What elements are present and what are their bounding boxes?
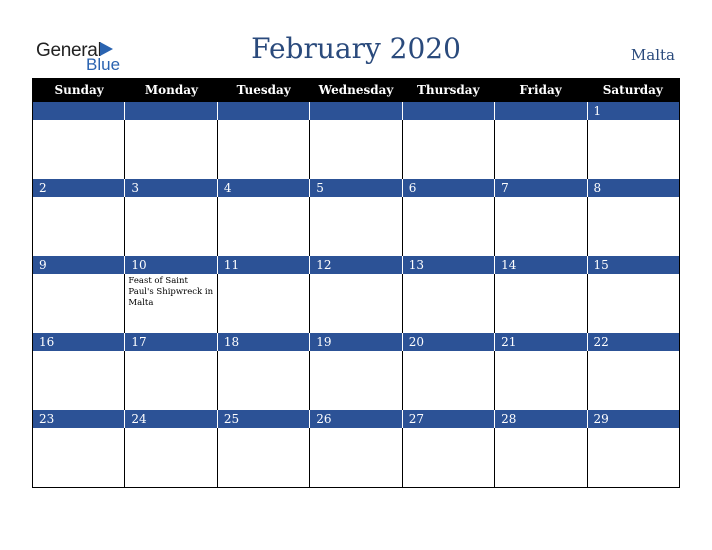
weekday-thursday: Thursday	[416, 83, 480, 97]
date-number: 9	[39, 258, 47, 272]
day-cell	[587, 428, 679, 487]
week-row	[33, 102, 679, 179]
day-cell	[33, 428, 124, 487]
date-number: 8	[587, 179, 679, 197]
date-number: 24	[124, 410, 216, 428]
date-number: 10	[124, 256, 216, 274]
day-cell	[124, 120, 216, 179]
date-band	[33, 333, 679, 351]
day-cell	[587, 197, 679, 256]
day-cell	[33, 274, 124, 333]
date-number: 12	[309, 256, 401, 274]
day-cell	[402, 197, 494, 256]
day-cell	[124, 428, 216, 487]
date-number: 17	[124, 333, 216, 351]
date-number: 29	[587, 410, 679, 428]
date-number: 27	[402, 410, 494, 428]
date-number: 25	[217, 410, 309, 428]
day-cell	[217, 428, 309, 487]
day-cell	[217, 120, 309, 179]
date-number	[124, 102, 216, 120]
date-number: 18	[217, 333, 309, 351]
weekday-tuesday: Tuesday	[236, 83, 291, 97]
week-row	[33, 256, 679, 333]
date-number: 16	[39, 335, 55, 349]
day-cell	[494, 120, 586, 179]
day-cell	[33, 120, 124, 179]
week-row	[33, 179, 679, 256]
day-cell	[402, 274, 494, 333]
weekday-friday: Friday	[519, 83, 562, 97]
week-row	[33, 333, 679, 410]
day-cell	[494, 351, 586, 410]
day-cell	[124, 197, 216, 256]
weekday-header-row	[33, 78, 679, 102]
weekday-monday: Monday	[144, 83, 198, 97]
day-cell	[587, 120, 679, 179]
date-number: 28	[494, 410, 586, 428]
day-cell	[309, 351, 401, 410]
day-cell	[587, 274, 679, 333]
date-number: 13	[402, 256, 494, 274]
date-band	[33, 102, 679, 120]
weekday-wednesday: Wednesday	[318, 83, 394, 97]
day-cell	[402, 351, 494, 410]
day-cells	[33, 351, 679, 410]
logo-text-general: General	[36, 40, 102, 61]
day-cell	[309, 274, 401, 333]
date-number	[309, 102, 401, 120]
date-number: 21	[494, 333, 586, 351]
day-cell	[587, 351, 679, 410]
day-cells	[33, 274, 679, 333]
day-cell	[124, 274, 216, 333]
date-number	[494, 102, 586, 120]
day-cell	[494, 428, 586, 487]
date-number: 4	[217, 179, 309, 197]
calendar-grid	[32, 78, 680, 488]
date-number: 26	[309, 410, 401, 428]
weekday-saturday: Saturday	[602, 83, 663, 97]
day-cell	[494, 274, 586, 333]
day-cell	[124, 351, 216, 410]
date-number: 7	[494, 179, 586, 197]
week-row	[33, 410, 679, 487]
date-number	[402, 102, 494, 120]
day-cell	[309, 120, 401, 179]
day-cell	[217, 197, 309, 256]
day-cell	[33, 197, 124, 256]
day-cell	[217, 274, 309, 333]
day-cells	[33, 197, 679, 256]
day-cell	[309, 428, 401, 487]
date-number: 1	[587, 102, 679, 120]
holiday-event-text: Feast of Saint Paul's Shipwreck in Malta	[128, 276, 214, 308]
day-cell	[402, 428, 494, 487]
date-number: 2	[39, 181, 47, 195]
date-number	[33, 102, 124, 120]
logo-text-blue: Blue	[86, 55, 121, 74]
date-number: 11	[217, 256, 309, 274]
day-cells	[33, 120, 679, 179]
day-cell	[494, 197, 586, 256]
date-band	[33, 410, 679, 428]
date-number: 19	[309, 333, 401, 351]
date-number: 20	[402, 333, 494, 351]
date-number: 22	[587, 333, 679, 351]
date-band	[33, 256, 679, 274]
day-cell	[402, 120, 494, 179]
day-cell	[309, 197, 401, 256]
date-number: 14	[494, 256, 586, 274]
date-number: 5	[309, 179, 401, 197]
day-cell	[217, 351, 309, 410]
date-number	[217, 102, 309, 120]
day-cells	[33, 428, 679, 487]
country-label: Malta	[630, 46, 675, 64]
date-number: 15	[587, 256, 679, 274]
day-cell	[33, 351, 124, 410]
date-band	[33, 179, 679, 197]
date-number: 3	[124, 179, 216, 197]
weekday-sunday: Sunday	[54, 83, 104, 97]
date-number: 6	[402, 179, 494, 197]
page-title: February 2020	[251, 32, 461, 65]
date-number: 23	[39, 412, 55, 426]
